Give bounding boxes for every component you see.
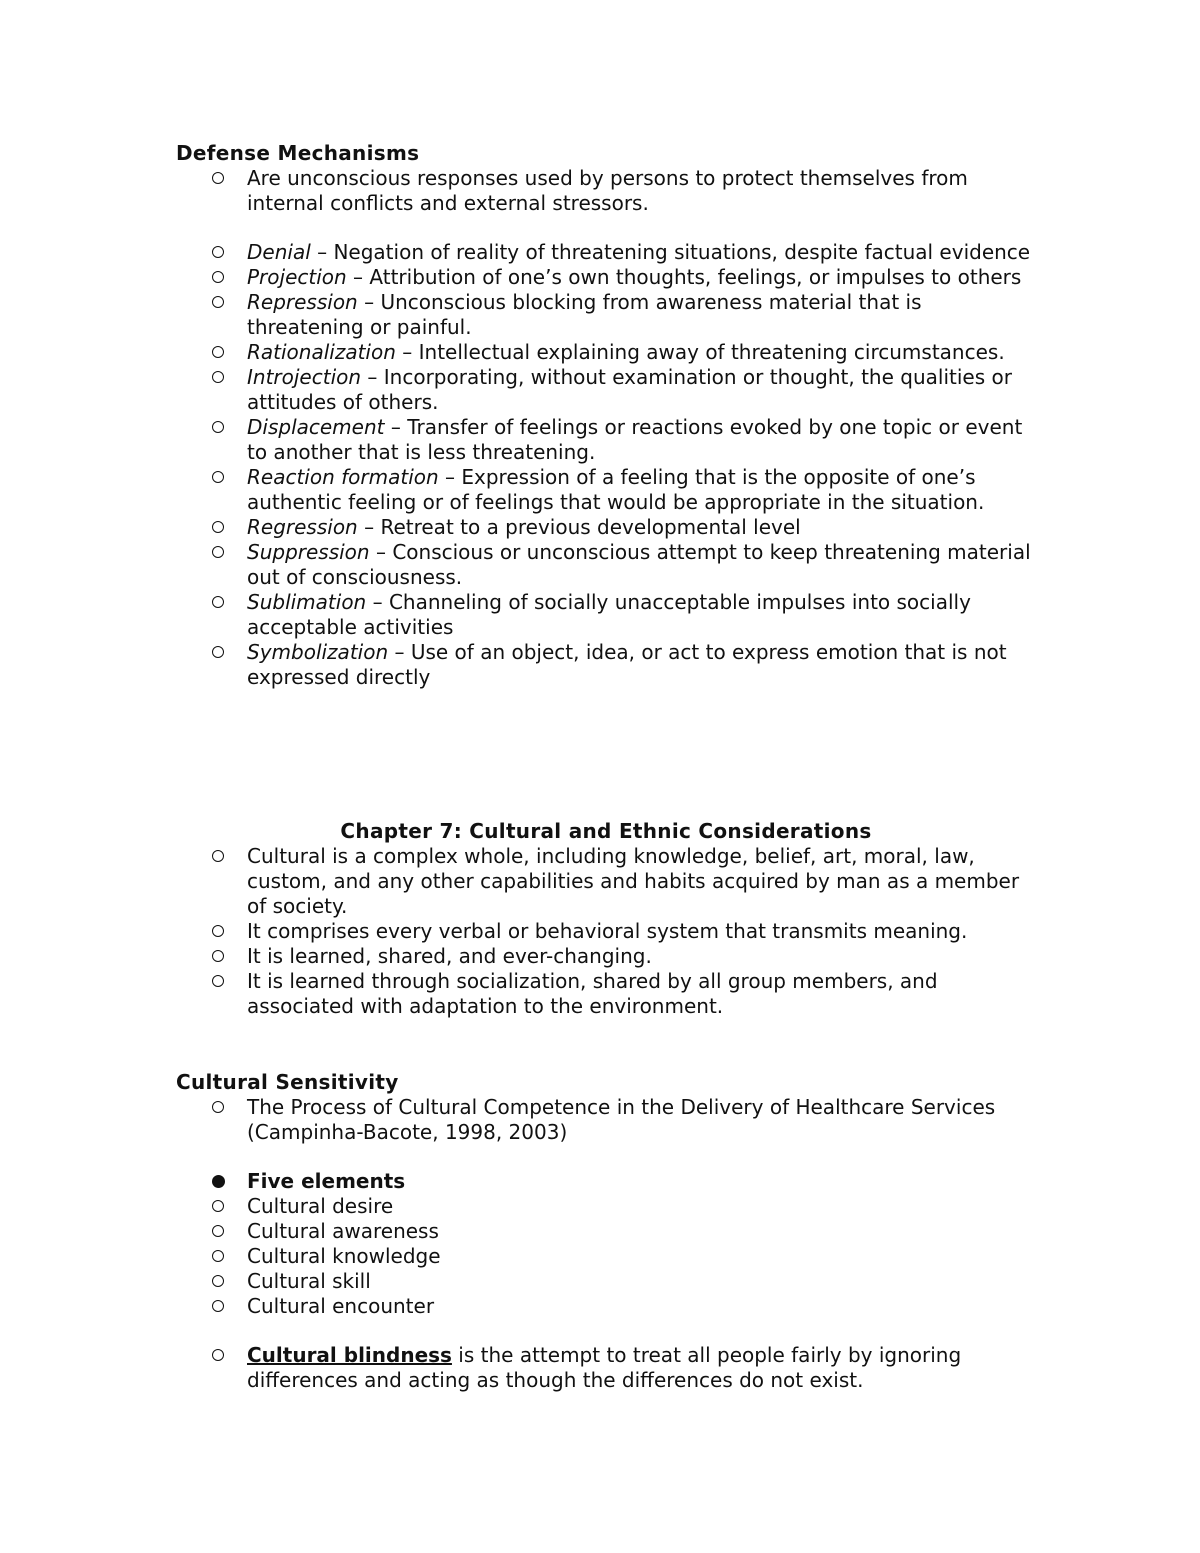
blindness-definition: is the attempt to treat all people fairly by ignoring differences and acting as though the differences do not exist. — [247, 1343, 962, 1392]
chapter7-point: It comprises every verbal or behavioral system that transmits meaning. — [247, 919, 968, 943]
list-item — [176, 515, 1036, 540]
mechanism-definition: – Conscious or unconscious attempt to keep threatening material out of consciousness. — [247, 540, 1031, 589]
process-text: The Process of Cultural Competence in the Delivery of Healthcare Services (Campinha-Bacote, 1998, 2003) — [247, 1095, 996, 1144]
hollow-bullet-icon — [212, 1101, 224, 1113]
hollow-bullet-icon — [212, 850, 224, 862]
list-item — [176, 1194, 1036, 1219]
five-elements-list — [176, 1169, 1036, 1319]
list-item — [176, 969, 1036, 1019]
filled-bullet-icon — [212, 1175, 225, 1188]
mechanism-term: Introjection — [247, 365, 362, 389]
hollow-bullet-icon — [212, 172, 224, 184]
hollow-bullet-icon — [212, 925, 224, 937]
defense-heading: Defense Mechanisms — [176, 141, 420, 165]
list-item — [176, 290, 1036, 340]
list-item — [176, 540, 1036, 590]
list-item — [176, 1269, 1036, 1294]
defense-intro-list — [176, 166, 1036, 216]
element-item: Cultural desire — [247, 1194, 394, 1218]
hollow-bullet-icon — [212, 1200, 224, 1212]
mechanism-definition: – Attribution of one’s own thoughts, feelings, or impulses to others — [346, 265, 1022, 289]
sensitivity-heading: Cultural Sensitivity — [176, 1070, 399, 1094]
hollow-bullet-icon — [212, 950, 224, 962]
list-item — [176, 415, 1036, 465]
hollow-bullet-icon — [212, 246, 224, 258]
mechanism-term: Projection — [247, 265, 347, 289]
hollow-bullet-icon — [212, 1250, 224, 1262]
mechanism-term: Suppression — [247, 540, 370, 564]
mechanism-term: Symbolization — [247, 640, 389, 664]
hollow-bullet-icon — [212, 1225, 224, 1237]
mechanism-term: Sublimation — [247, 590, 367, 614]
five-elements-label: Five elements — [247, 1169, 406, 1193]
defense-intro: Are unconscious responses used by persons to protect themselves from internal conflicts and external stressors. — [247, 166, 968, 215]
mechanism-term: Displacement — [247, 415, 385, 439]
list-item — [176, 1219, 1036, 1244]
hollow-bullet-icon — [212, 1275, 224, 1287]
mechanism-definition: – Intellectual explaining away of threatening circumstances. — [395, 340, 1005, 364]
hollow-bullet-icon — [212, 371, 224, 383]
sensitivity-process-list — [176, 1095, 1036, 1145]
blindness-list — [176, 1343, 1036, 1393]
hollow-bullet-icon — [212, 546, 224, 558]
hollow-bullet-icon — [212, 1300, 224, 1312]
mechanism-definition: – Unconscious blocking from awareness material that is threatening or painful. — [247, 290, 922, 339]
mechanism-term: Denial — [247, 240, 311, 264]
hollow-bullet-icon — [212, 1349, 224, 1361]
hollow-bullet-icon — [212, 646, 224, 658]
list-item — [176, 340, 1036, 365]
list-item — [176, 265, 1036, 290]
hollow-bullet-icon — [212, 421, 224, 433]
hollow-bullet-icon — [212, 596, 224, 608]
mechanism-definition: – Incorporating, without examination or thought, the qualities or attitudes of others. — [247, 365, 1012, 414]
element-item: Cultural awareness — [247, 1219, 439, 1243]
list-item — [176, 944, 1036, 969]
list-item — [176, 919, 1036, 944]
mechanism-definition: – Channeling of socially unacceptable impulses into socially acceptable activities — [247, 590, 971, 639]
list-item — [176, 1169, 1036, 1194]
mechanism-term: Reaction formation — [247, 465, 439, 489]
list-item — [176, 1343, 1036, 1393]
hollow-bullet-icon — [212, 975, 224, 987]
element-item: Cultural skill — [247, 1269, 371, 1293]
mechanism-definition: – Transfer of feelings or reactions evoked by one topic or event to another that is less threatening. — [247, 415, 1023, 464]
sensitivity-section — [176, 1070, 1036, 1393]
list-item — [176, 1244, 1036, 1269]
defense-section — [176, 141, 1036, 690]
mechanism-definition: – Use of an object, idea, or act to express emotion that is not expressed directly — [247, 640, 1007, 689]
list-item — [176, 844, 1036, 919]
list-item — [176, 1294, 1036, 1319]
list-item — [176, 465, 1036, 515]
chapter7-list — [176, 844, 1036, 1019]
hollow-bullet-icon — [212, 271, 224, 283]
mechanism-definition: – Expression of a feeling that is the opposite of one’s authentic feeling or of feelings that would be appropriate in the situation. — [247, 465, 985, 514]
chapter7-heading: Chapter 7: Cultural and Ethnic Considerations — [340, 819, 872, 843]
mechanism-term: Repression — [247, 290, 358, 314]
list-item — [176, 590, 1036, 640]
mechanism-term: Rationalization — [247, 340, 396, 364]
list-item — [176, 240, 1036, 265]
list-item — [176, 1095, 1036, 1145]
mechanism-definition: – Negation of reality of threatening situations, despite factual evidence — [310, 240, 1031, 264]
element-item: Cultural knowledge — [247, 1244, 441, 1268]
chapter7-point: Cultural is a complex whole, including knowledge, belief, art, moral, law, custom, and any other capabilities and habits acquired by man as a member of society. — [247, 844, 1020, 918]
hollow-bullet-icon — [212, 296, 224, 308]
hollow-bullet-icon — [212, 346, 224, 358]
hollow-bullet-icon — [212, 521, 224, 533]
mechanism-definition: – Retreat to a previous developmental level — [357, 515, 801, 539]
chapter7-point: It is learned through socialization, shared by all group members, and associated with adaptation to the environment. — [247, 969, 938, 1018]
chapter7-point: It is learned, shared, and ever-changing. — [247, 944, 652, 968]
mechanism-term: Regression — [247, 515, 358, 539]
list-item — [176, 166, 1036, 216]
hollow-bullet-icon — [212, 471, 224, 483]
defense-mechanism-list — [176, 240, 1036, 690]
list-item — [176, 365, 1036, 415]
list-item — [176, 640, 1036, 690]
element-item: Cultural encounter — [247, 1294, 435, 1318]
blindness-term: Cultural blindness — [247, 1343, 452, 1367]
chapter7-section — [176, 819, 1036, 1019]
